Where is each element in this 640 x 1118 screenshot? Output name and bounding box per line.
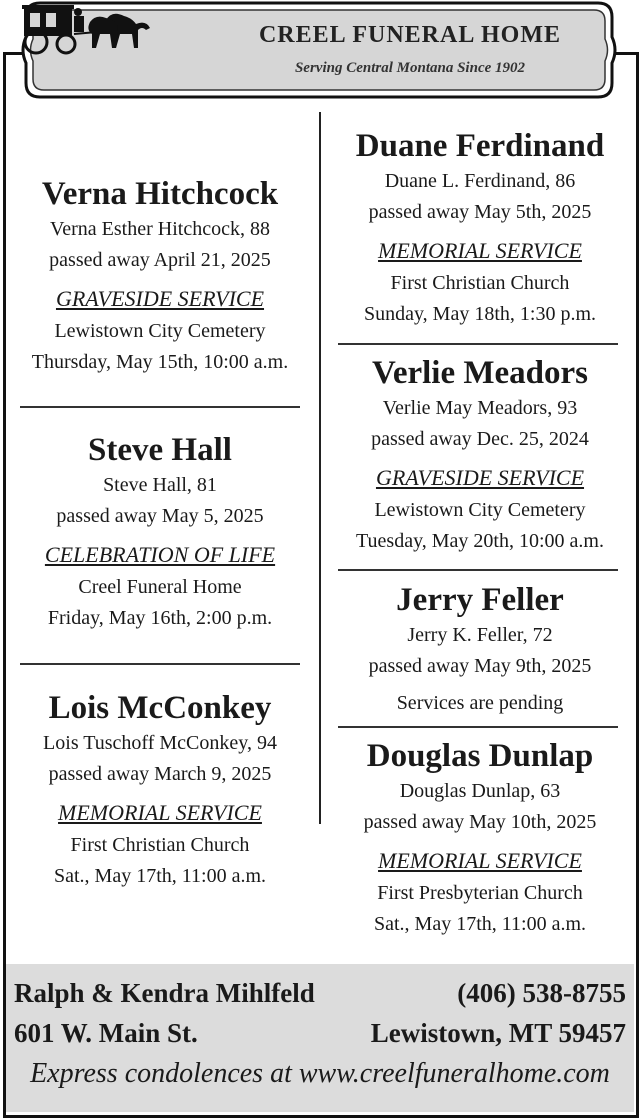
full-name-age: Lois Tuschoff McConkey, 94: [43, 732, 277, 754]
service-type: GRAVESIDE SERVICE: [55, 286, 265, 311]
full-name-age: Verna Esther Hitchcock, 88: [50, 218, 270, 240]
deceased-name: Verlie Meadors: [372, 355, 588, 391]
column-divider: [319, 112, 321, 824]
service-time: Thursday, May 15th, 10:00 a.m.: [31, 351, 289, 373]
service-time: Friday, May 16th, 2:00 p.m.: [47, 607, 273, 629]
date-passed: passed away May 10th, 2025: [363, 811, 597, 833]
business-tagline: Serving Central Montana Since 1902: [294, 60, 526, 76]
full-name-age: Duane L. Ferdinand, 86: [384, 170, 576, 192]
website-line: Express condolences at www.creelfuneralhome.com: [30, 1058, 610, 1089]
entry-divider: [338, 343, 618, 345]
service-time: Sat., May 17th, 11:00 a.m.: [373, 913, 587, 935]
full-name-age: Steve Hall, 81: [103, 474, 217, 496]
date-passed: passed away May 9th, 2025: [368, 655, 592, 677]
service-type: GRAVESIDE SERVICE: [375, 465, 585, 490]
footer-contact: [6, 964, 634, 1112]
service-location: Lewistown City Cemetery: [374, 499, 586, 521]
obituary-entry: [338, 353, 622, 557]
obituary-entry: [338, 580, 622, 719]
date-passed: passed away April 21, 2025: [49, 249, 271, 271]
city-state-zip: Lewistown, MT 59457: [370, 1018, 626, 1048]
deceased-name: Duane Ferdinand: [355, 128, 605, 164]
service-type: CELEBRATION OF LIFE: [44, 542, 276, 567]
date-passed: passed away May 5th, 2025: [368, 201, 592, 223]
date-passed: passed away Dec. 25, 2024: [371, 428, 589, 450]
entry-divider: [338, 726, 618, 728]
service-location: First Presbyterian Church: [377, 882, 583, 904]
phone-number: (406) 538-8755: [457, 978, 626, 1008]
deceased-name: Verna Hitchcock: [41, 176, 279, 212]
owners-name: Ralph & Kendra Mihlfeld: [14, 978, 315, 1008]
service-time: Sunday, May 18th, 1:30 p.m.: [363, 303, 597, 325]
street-address: 601 W. Main St.: [14, 1018, 198, 1048]
business-name: CREEL FUNERAL HOME: [258, 22, 562, 48]
entry-divider: [338, 569, 618, 571]
obituary-entry: [338, 126, 622, 330]
service-time: Sat., May 17th, 11:00 a.m.: [53, 865, 267, 887]
deceased-name: Steve Hall: [88, 432, 232, 468]
entry-divider: [20, 663, 300, 665]
deceased-name: Lois McConkey: [48, 690, 272, 726]
left-column: [18, 0, 302, 960]
full-name-age: Verlie May Meadors, 93: [382, 397, 578, 419]
deceased-name: Douglas Dunlap: [366, 738, 594, 774]
obituary-entry: [18, 430, 302, 634]
service-type: MEMORIAL SERVICE: [378, 848, 582, 873]
right-column: [338, 0, 622, 960]
date-passed: passed away May 5, 2025: [56, 505, 264, 527]
full-name-age: Douglas Dunlap, 63: [399, 780, 561, 802]
obituary-entry: [18, 174, 302, 378]
deceased-name: Jerry Feller: [396, 582, 564, 618]
service-time: Tuesday, May 20th, 10:00 a.m.: [356, 530, 604, 552]
service-location: First Christian Church: [70, 834, 250, 856]
service-note: Services are pending: [396, 692, 564, 714]
service-location: Lewistown City Cemetery: [54, 320, 266, 342]
service-location: First Christian Church: [390, 272, 570, 294]
service-type: MEMORIAL SERVICE: [58, 800, 262, 825]
service-location: Creel Funeral Home: [78, 576, 242, 598]
obituary-entry: [18, 688, 302, 892]
full-name-age: Jerry K. Feller, 72: [407, 624, 553, 646]
obituary-entry: [338, 736, 622, 940]
entry-divider: [20, 406, 300, 408]
date-passed: passed away March 9, 2025: [48, 763, 272, 785]
service-type: MEMORIAL SERVICE: [378, 238, 582, 263]
